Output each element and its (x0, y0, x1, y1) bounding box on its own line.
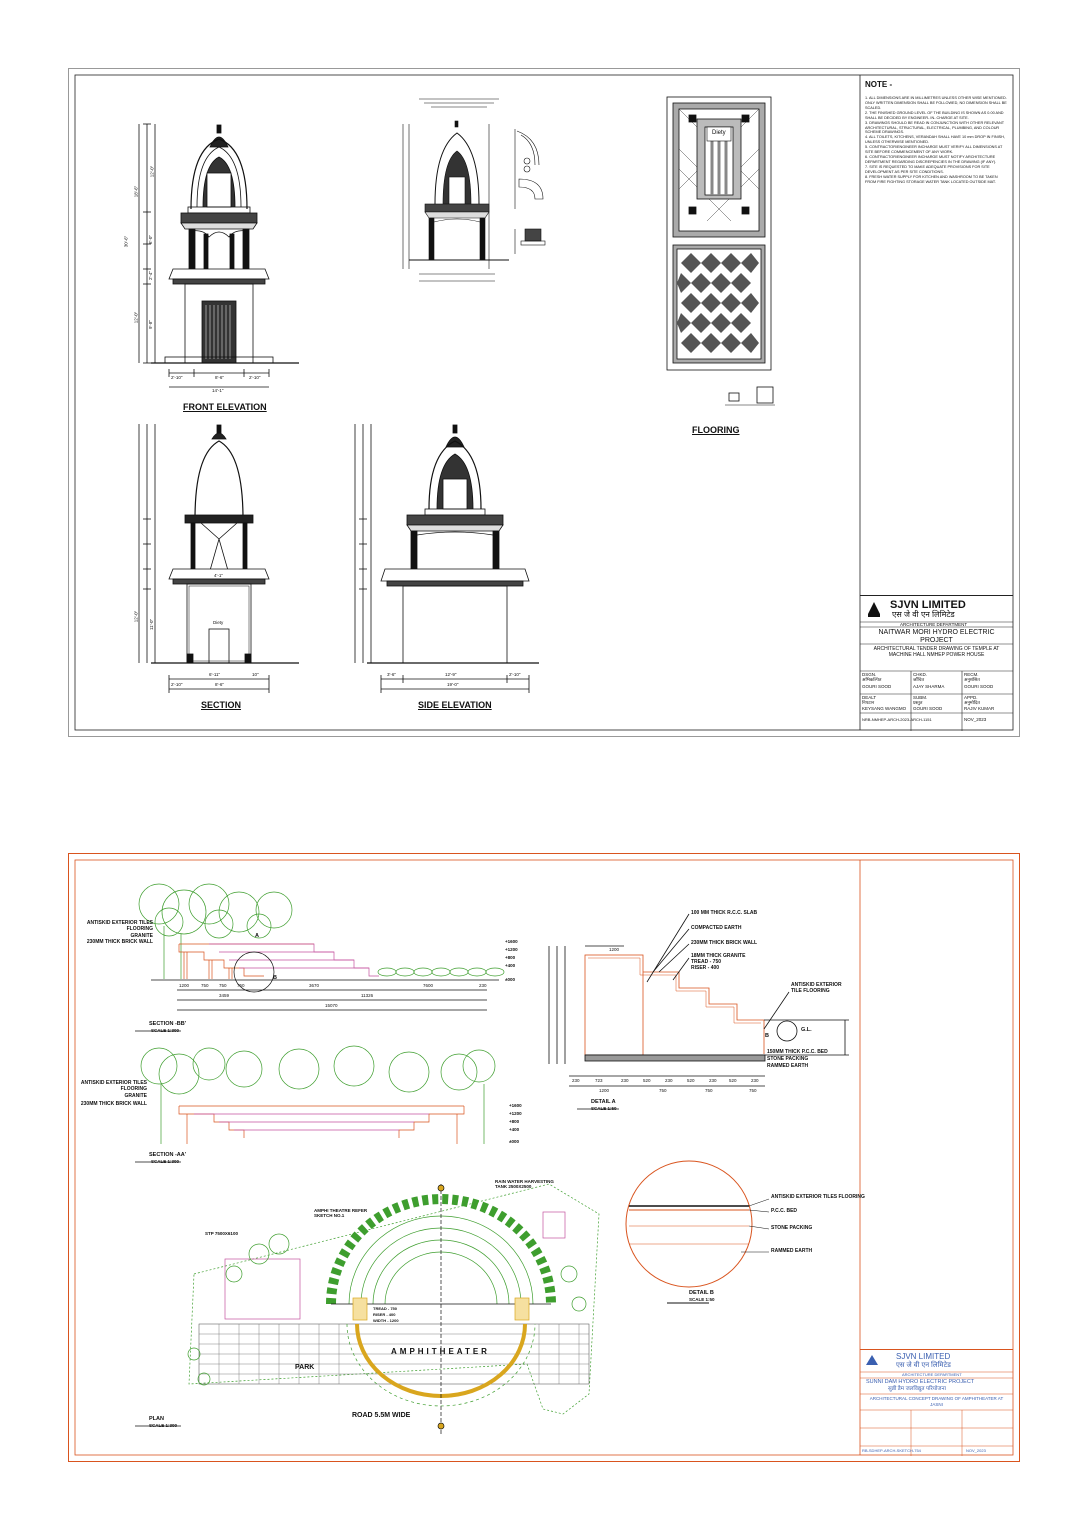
detaila-gl: G.L. (801, 1027, 812, 1033)
note-item: 7. SITE IS REQUESTED TO MAKE ADEQUATE PROVISIONS FOR SITE DEVELOPMENT AS PER SITE CONDITIONS. (865, 164, 990, 174)
drawing-number: NRB-NMHEP-ARCH-2023-ARCH-1151 (862, 717, 932, 722)
bb-dim: 750 (237, 983, 245, 988)
notes-title: NOTE - (865, 80, 893, 89)
section-bb-drawing (135, 884, 504, 1031)
detaila-top-dim: 1200 (609, 947, 620, 952)
dsgn-name: GOURI SOOD (862, 684, 892, 689)
aa-level: +800 (509, 1119, 520, 1124)
front-dim-total: 30'-6" (123, 235, 129, 248)
note-item: 2. THE FINISHED GROUND LEVEL OF THE BUILDING IS SHOWN AS 0.00 AND SHALL BE DECIDED BY ENGINEER- IN- CHARGE AT SITE. (865, 110, 1004, 120)
note-item: 6. CONTRACTOR/ENGINEER INCHARGE MUST NOTIFY ARCHITECTURE DEPARTMENT REGARDING DISCREPENCIES IN THE DRAWING (IF ANY). (865, 155, 997, 164)
chkd-label: CHKD. (913, 672, 928, 677)
aa-level: ±000 (509, 1139, 519, 1144)
plan-scale: SCALE 1:300 (149, 1423, 178, 1428)
detaila-label: 100 MM THICK R.C.C. SLAB (691, 910, 758, 916)
detailb-label: RAMMED EARTH (771, 1248, 813, 1254)
section-dim-inner: 6'-11" (209, 672, 221, 677)
detaila-mark-b: B (765, 1033, 769, 1039)
note-item: 4. ALL TOILETS, KITCHENS, VERANDAH SHALL HAVE 10 mm DROP IN FINISH, UNLESS OTHERWISE MENTIONED. (865, 135, 1005, 145)
bb-dim: 15070 (325, 1003, 338, 1008)
detaila-dim: 750 (749, 1088, 757, 1093)
section-dim-w2: 8'-6" (215, 682, 224, 687)
note-item: 5. CONTRACTOR/ENGINEER INCHARGE MUST VERIFY ALL DIMENSIONS AT SITE BEFORE COMMENCEMENT OF ANY WORK. (865, 145, 1003, 155)
chkd-hindi: जाँचित (913, 677, 925, 682)
side-elevation (355, 424, 539, 693)
aa-level: +1200 (509, 1111, 522, 1116)
detaila-dim: 230 (751, 1078, 759, 1083)
front-dim-h3: 2'-4" (148, 270, 154, 280)
front-dim-w3: 2'-10" (249, 375, 261, 380)
bb-level: +400 (505, 963, 516, 968)
front-dim-top: 18'-6" (133, 185, 139, 198)
title-block-2 (860, 1349, 1013, 1456)
bb-dim: 230 (479, 983, 487, 988)
note-item: 8. FRESH WATER SUPPLY FOR KITCHEN AND WASHROOM TO BE TAKEN FROM FIRE FIGHTING STORAGE WATER TANK LOCATED OUTSIDE MAT. (865, 174, 998, 184)
detaila-label: ANTISKID EXTERIOR TILE FLOORING (791, 982, 842, 994)
detaila-dim: 230 (621, 1078, 629, 1083)
appd-name: RAJIV KUMAR (964, 706, 995, 711)
plan-amphitheater: AMPHITHEATER (391, 1347, 490, 1356)
bb-label-granite: GRANITE (130, 933, 153, 939)
dealt-hindi: निपटान (862, 700, 875, 705)
section-dim-h1: 12'-0" (133, 610, 139, 623)
drawing-number-2: RB-SDHEP-ARCH-SKETCH-754 (862, 1448, 921, 1453)
project-name: NAITWAR MORI HYDRO ELECTRIC PROJECT (878, 629, 995, 645)
detaila-dim: 723 (595, 1078, 603, 1083)
detaila-dim: 520 (687, 1078, 695, 1083)
side-elevation-caption: SIDE ELEVATION (418, 700, 492, 710)
detaila-label: STONE PACKING (767, 1056, 809, 1062)
front-dim-h2: 6'-0" (148, 234, 154, 244)
recm-hindi: अनुशंसित (964, 677, 980, 682)
section-span-dim: 4'-1" (214, 573, 223, 578)
plan-road: ROAD 5.5M WIDE (352, 1412, 411, 1419)
front-dim-total-width: 14'-1" (212, 388, 224, 393)
side-dim-w2: 12'-9" (445, 672, 457, 677)
project-name-hindi-2: सुन्नी डैम जलविद्युत परियोजना (888, 1386, 946, 1392)
aa-label-tiles: ANTISKID EXTERIOR TILES FLOORING (80, 1080, 147, 1092)
detaila-dim: 1200 (599, 1088, 610, 1093)
dsgn-label: DSGN. (862, 672, 877, 677)
flooring-plan (667, 97, 775, 405)
flooring-deity-label: Diety (712, 130, 726, 136)
department: ARCHITECTURE DEPARTMENT (900, 622, 968, 627)
front-dim-w2: 8'-6" (215, 375, 224, 380)
recm-label: RECM. (964, 672, 979, 677)
notes-list (865, 96, 1007, 185)
subm-hindi: प्रस्तुत (913, 700, 923, 705)
recm-name: GOURI SOOD (964, 684, 994, 689)
front-elevation (139, 124, 299, 387)
drawing-date: NOV_2023 (964, 717, 987, 722)
detaila-dim: 230 (572, 1078, 580, 1083)
section-aa-drawing (135, 1046, 495, 1162)
section-dim-side: 10" (252, 672, 259, 677)
detailb-label: P.C.C. BED (771, 1208, 798, 1214)
note-item: 3. DRAWINGS SHOULD BE READ IN CONJUNCTION WITH OTHER RELEVANT ARCHITECTURAL, STRUCTURAL, ELECTRICAL, PLUMBING, AND COLOUR SCHEME DRAWINGS. (865, 120, 1004, 135)
aa-level: +400 (509, 1127, 520, 1132)
checker-tiles (677, 249, 761, 359)
detaila-dim: 750 (705, 1088, 713, 1093)
plan-rwh: RAIN WATER HARVESTING TANK 2500X2500 (495, 1179, 554, 1190)
section-dim-wl: 2'-10" (171, 682, 183, 687)
detaila-dim: 750 (659, 1088, 667, 1093)
detail-elevation (403, 99, 545, 281)
plan-stair-note: TREAD - 750 (373, 1306, 398, 1311)
appd-hindi: अनुमोदित (964, 700, 980, 705)
section-bb-scale: SCALE 1:300 (151, 1028, 180, 1033)
department-2: ARCHITECTURE DEPARTMENT (902, 1372, 962, 1377)
plan-stair-note: WIDTH - 1200 (373, 1318, 399, 1323)
bb-level: +1600 (505, 939, 518, 944)
bb-dim: 750 (219, 983, 227, 988)
front-dim-w1: 2'-10" (171, 375, 183, 380)
side-dim-w1: 3'-6" (387, 672, 396, 677)
front-dim-h5: 9'-8" (148, 319, 154, 329)
detaila-label: TREAD - 750 (691, 959, 722, 965)
section-aa-title: SECTION -AA' (149, 1152, 187, 1158)
dealt-name: KEYSANG WANGMO (862, 706, 907, 711)
detail-b-scale: SCALE 1:50 (689, 1297, 715, 1302)
bb-level: +800 (505, 955, 516, 960)
sjvn-logo-icon (868, 602, 880, 614)
side-dim-w3: 2'-10" (509, 672, 521, 677)
bb-dim: 3459 (219, 993, 230, 998)
detail-a-scale: SCALE 1:50 (591, 1106, 617, 1111)
bb-dim: 750 (201, 983, 209, 988)
amphitheater-plan (135, 1184, 599, 1434)
detaila-label: RISER - 400 (691, 965, 720, 971)
plan-amphi-ref: AMPHI THEATRE REFER SKETCH NO.1 (314, 1208, 368, 1219)
detaila-label: 230MM THICK BRICK WALL (691, 940, 758, 946)
bb-dim: 3670 (309, 983, 320, 988)
amphitheater-drawing-sheet (68, 853, 1020, 1462)
detailb-label: STONE PACKING (771, 1225, 813, 1231)
section-bb-title: SECTION -BB' (149, 1021, 187, 1027)
detaila-dim: 230 (709, 1078, 717, 1083)
drawing-title-2: ARCHITECTURAL CONCEPT DRAWING OF AMPHITHEATER AT JASNI (869, 1396, 1004, 1407)
company-name: SJVN LIMITED (890, 599, 966, 611)
section-caption: SECTION (201, 700, 242, 710)
aa-label-wall: 230MM THICK BRICK WALL (80, 1101, 147, 1107)
front-dim-h1: 12'-0" (149, 165, 155, 178)
side-dim-total: 19'-0" (447, 682, 459, 687)
subm-label: SUBM. (913, 695, 928, 700)
detaila-label: 18MM THICK GRANITE (691, 953, 746, 959)
detaila-dim: 520 (729, 1078, 737, 1083)
sjvn-logo-icon (866, 1355, 878, 1365)
temple-drawing-sheet (68, 68, 1020, 737)
company-name-hindi-2: एस जे वी एन लिमिटेड (896, 1362, 951, 1369)
detail-b-drawing (626, 1161, 769, 1303)
detaila-label: COMPACTED EARTH (691, 925, 742, 931)
bb-dim: 1200 (179, 983, 190, 988)
bb-dim: 11326 (361, 993, 374, 998)
bb-label-wall: 230MM THICK BRICK WALL (86, 939, 153, 945)
detailb-label: ANTISKID EXTERIOR TILES FLOORING (771, 1194, 865, 1200)
detaila-dim: 520 (643, 1078, 651, 1083)
plan-stair-note: RISER - 400 (373, 1312, 396, 1317)
bb-level: ±000 (505, 977, 515, 982)
title-block (860, 595, 1013, 731)
bb-dim: 7600 (423, 983, 434, 988)
drawing-title: ARCHITECTURAL TENDER DRAWING OF TEMPLE AT MACHINE HALL NMHEP POWER HOUSE (873, 646, 1000, 659)
bb-label-tiles: ANTISKID EXTERIOR TILES FLOORING (86, 920, 153, 932)
bb-mark-a: A (255, 933, 259, 939)
section-aa-scale: SCALE 1:300 (151, 1159, 180, 1164)
bb-mark-b: B (273, 975, 277, 981)
flooring-caption: FLOORING (692, 425, 740, 435)
dsgn-hindi: अभिकल्पित (862, 677, 882, 682)
aa-level: +1600 (509, 1103, 522, 1108)
section-deity-label: Diety (213, 620, 224, 625)
aa-label-granite: GRANITE (124, 1093, 147, 1099)
detaila-dim: 230 (665, 1078, 673, 1083)
appd-label: APPD. (964, 695, 978, 700)
company-name-2: SJVN LIMITED (896, 1352, 951, 1361)
detail-a-title: DETAIL A (591, 1099, 616, 1105)
section-dim-h2: 11'-0" (149, 618, 155, 631)
subm-name: GOURI SOOD (913, 706, 943, 711)
company-name-hindi: एस जे वी एन लिमिटेड (892, 610, 955, 619)
front-dim-h4: 12'-0" (133, 311, 139, 324)
dealt-label: DEALT (862, 695, 877, 700)
detail-b-title: DETAIL B (689, 1290, 714, 1296)
project-name-2: SUNNI DAM HYDRO ELECTRIC PROJECT (866, 1379, 975, 1385)
front-elevation-caption: FRONT ELEVATION (183, 402, 267, 412)
plan-park: PARK (295, 1364, 315, 1371)
plan-title: PLAN (149, 1416, 164, 1422)
section-drawing (139, 424, 299, 693)
bb-level: +1200 (505, 947, 518, 952)
drawing-date-2: NOV_2023 (966, 1448, 986, 1453)
detaila-label: 150MM THICK P.C.C. BED (767, 1049, 828, 1055)
note-item: 1. ALL DIMENSIONS ARE IN MILLIMETRES UNLESS OTHER WISE MENTIONED. ONLY WRITTEN DIMENSION SHALL BE FOLLOWED, NO DIMENSION SHALL BE SCALED. (865, 96, 1007, 110)
plan-stp: STP 7500X6100 (205, 1231, 238, 1236)
detaila-label: RAMMED EARTH (767, 1063, 809, 1069)
chkd-name: AJAY SHARMA (913, 684, 945, 689)
